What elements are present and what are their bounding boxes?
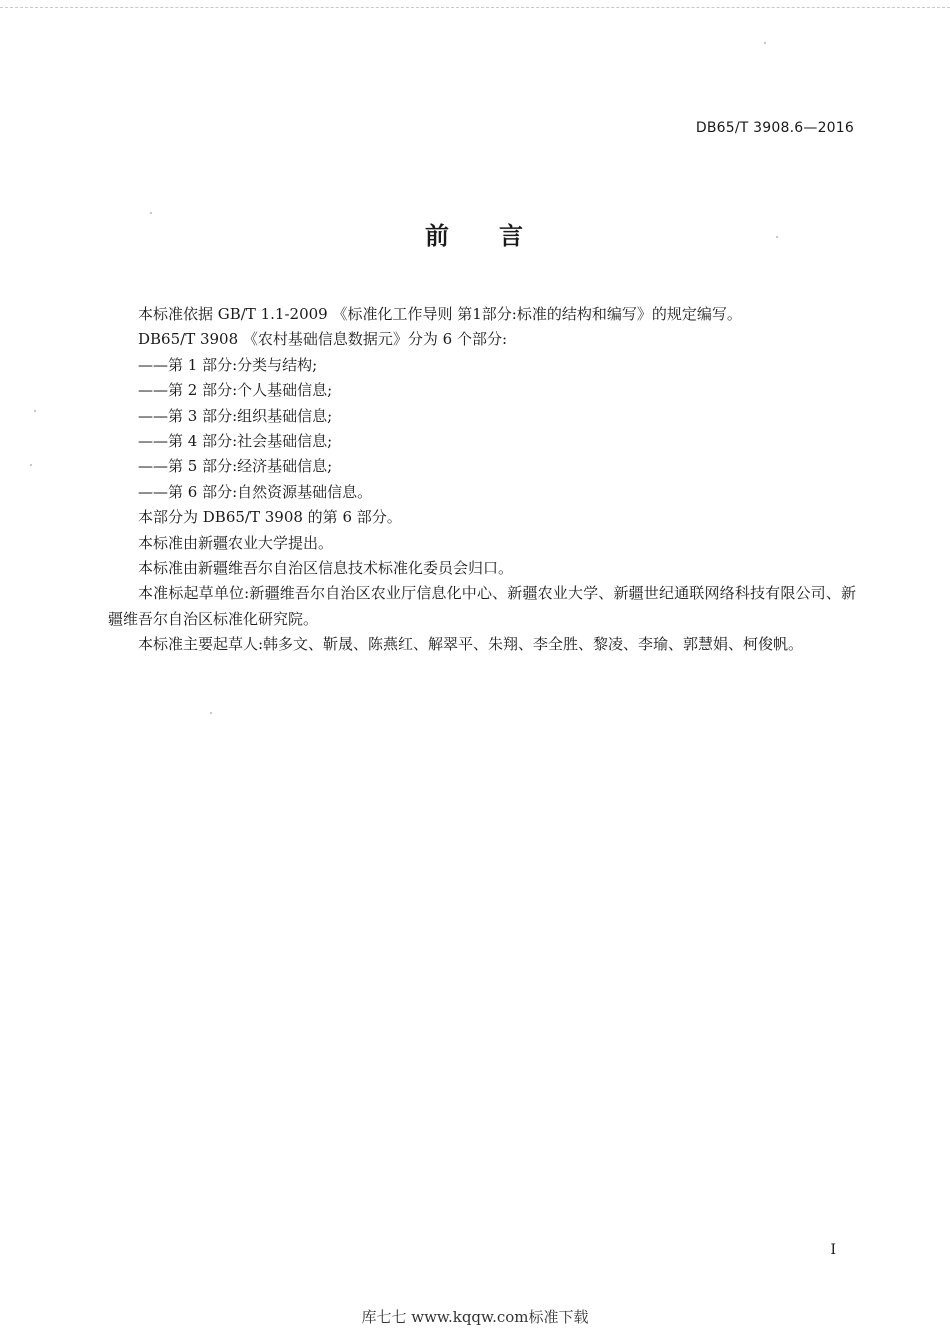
scan-speck	[764, 42, 766, 44]
page-number: I	[830, 1242, 836, 1258]
paragraph-drafting-units: 本准标起草单位:新疆维吾尔自治区农业厅信息化中心、新疆农业大学、新疆世纪通联网络科技有限公司、新疆维吾尔自治区标准化研究院。	[108, 584, 856, 628]
scan-speck	[776, 236, 778, 238]
paragraph-parts-intro: DB65/T 3908 《农村基础信息数据元》分为 6 个部分:	[138, 330, 508, 349]
title-char-1: 前	[425, 222, 451, 250]
list-item-part-4: ——第 4 部分:社会基础信息;	[138, 432, 333, 451]
list-item-part-1: ——第 1 部分:分类与结构;	[138, 355, 318, 374]
paragraph-drafters: 本标准主要起草人:韩多文、靳晟、陈燕红、解翠平、朱翔、李全胜、黎凌、李瑜、郭慧娟、柯俊帆。	[138, 635, 804, 654]
scan-speck	[150, 212, 152, 214]
section-title	[0, 216, 950, 251]
paragraph-proposer: 本标准由新疆农业大学提出。	[138, 533, 334, 552]
footer-watermark: 库七七 www.kqqw.com标准下载	[361, 1308, 589, 1326]
scan-speck	[210, 712, 212, 714]
list-item-part-2: ——第 2 部分:个人基础信息;	[138, 381, 333, 400]
preface-body	[108, 302, 856, 658]
paragraph-this-part: 本部分为 DB65/T 3908 的第 6 部分。	[138, 508, 402, 527]
document-code: DB65/T 3908.6—2016	[695, 120, 854, 136]
paragraph-administrator: 本标准由新疆维吾尔自治区信息技术标准化委员会归口。	[138, 559, 514, 578]
scan-speck	[34, 410, 36, 412]
list-item-part-6: ——第 6 部分:自然资源基础信息。	[138, 482, 373, 501]
list-item-part-3: ——第 3 部分:组织基础信息;	[138, 406, 333, 425]
scan-speck	[30, 464, 32, 466]
paragraph-basis: 本标准依据 GB/T 1.1-2009 《标准化工作导则 第1部分:标准的结构和编写》的规定编写。	[138, 305, 742, 323]
title-char-2: 言	[499, 222, 525, 250]
list-item-part-5: ——第 5 部分:经济基础信息;	[138, 457, 333, 476]
scan-top-edge	[0, 0, 950, 8]
